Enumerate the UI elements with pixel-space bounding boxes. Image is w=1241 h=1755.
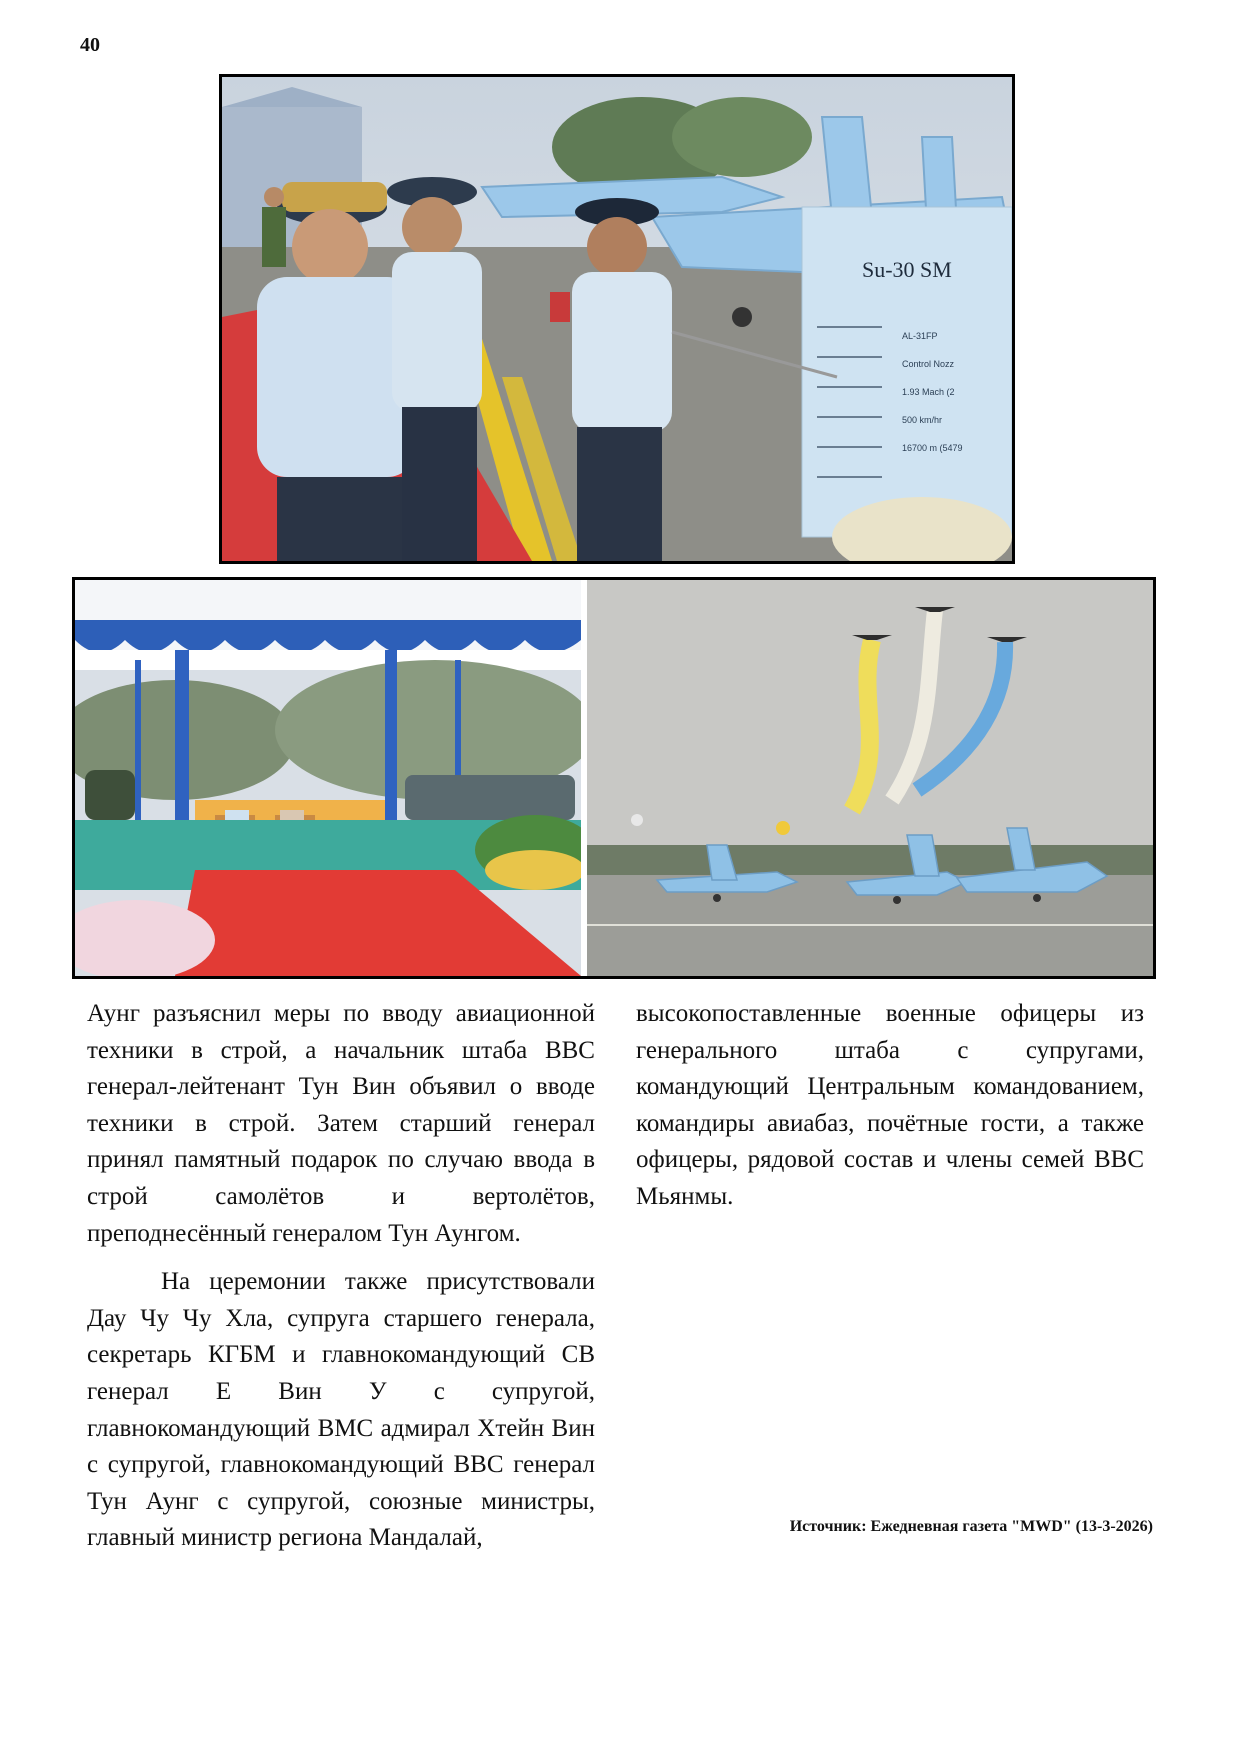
photo-officers-aircraft bbox=[219, 74, 1015, 564]
plaque-fragment: 1.93 Mach (2 bbox=[902, 387, 955, 397]
text-column-right bbox=[636, 996, 1144, 1216]
plaque-fragment: Control Nozz bbox=[902, 359, 955, 369]
plaque-fragment: 16700 m (5479 bbox=[902, 443, 963, 453]
photo-pavilion-ceremony bbox=[75, 580, 581, 976]
plaque-fragment: 500 km/hr bbox=[902, 415, 943, 425]
text-column-left bbox=[87, 996, 595, 1557]
source-citation: Источник: Ежедневная газета "MWD" (13-3-2026) bbox=[789, 1518, 1153, 1535]
plaque-fragment: AL-31FP bbox=[902, 331, 938, 341]
page-number: 40 bbox=[80, 34, 100, 56]
paragraph: На церемонии также присутствовали Дау Чу Чу Хла, супруга старшего генерала, секретарь КГБМ и главнокомандующий СВ генерал Е Вин У с супругой, главнокомандующий ВМС адмирал Хтейн Вин с супругой, главнокомандующий ВВС генерал Тун Аунг с супругой, союзные министры, главный министр региона Мандалай, bbox=[87, 1268, 595, 1552]
paragraph: высокопоставленные военные офицеры из генерального штаба с супругами, командующий Центральным командованием, командиры авиабаз, почётные гости, а также офицеры, рядовой состав и члены семей ВВС Мьянмы. bbox=[636, 1000, 1144, 1210]
plaque-title: Su-30 SM bbox=[862, 257, 952, 282]
photo-pair bbox=[72, 577, 1156, 979]
photo-aerobatic-display bbox=[587, 580, 1153, 976]
paragraph: Аунг разъяснил меры по вводу авиационной техники в строй, а начальник штаба ВВС генерал-лейтенант Тун Вин объявил о вводе техники в строй. Затем старший генерал принял памятный подарок по случаю ввода в строй самолётов и вертолётов, преподнесённый генералом Тун Аунгом. bbox=[87, 1000, 595, 1247]
